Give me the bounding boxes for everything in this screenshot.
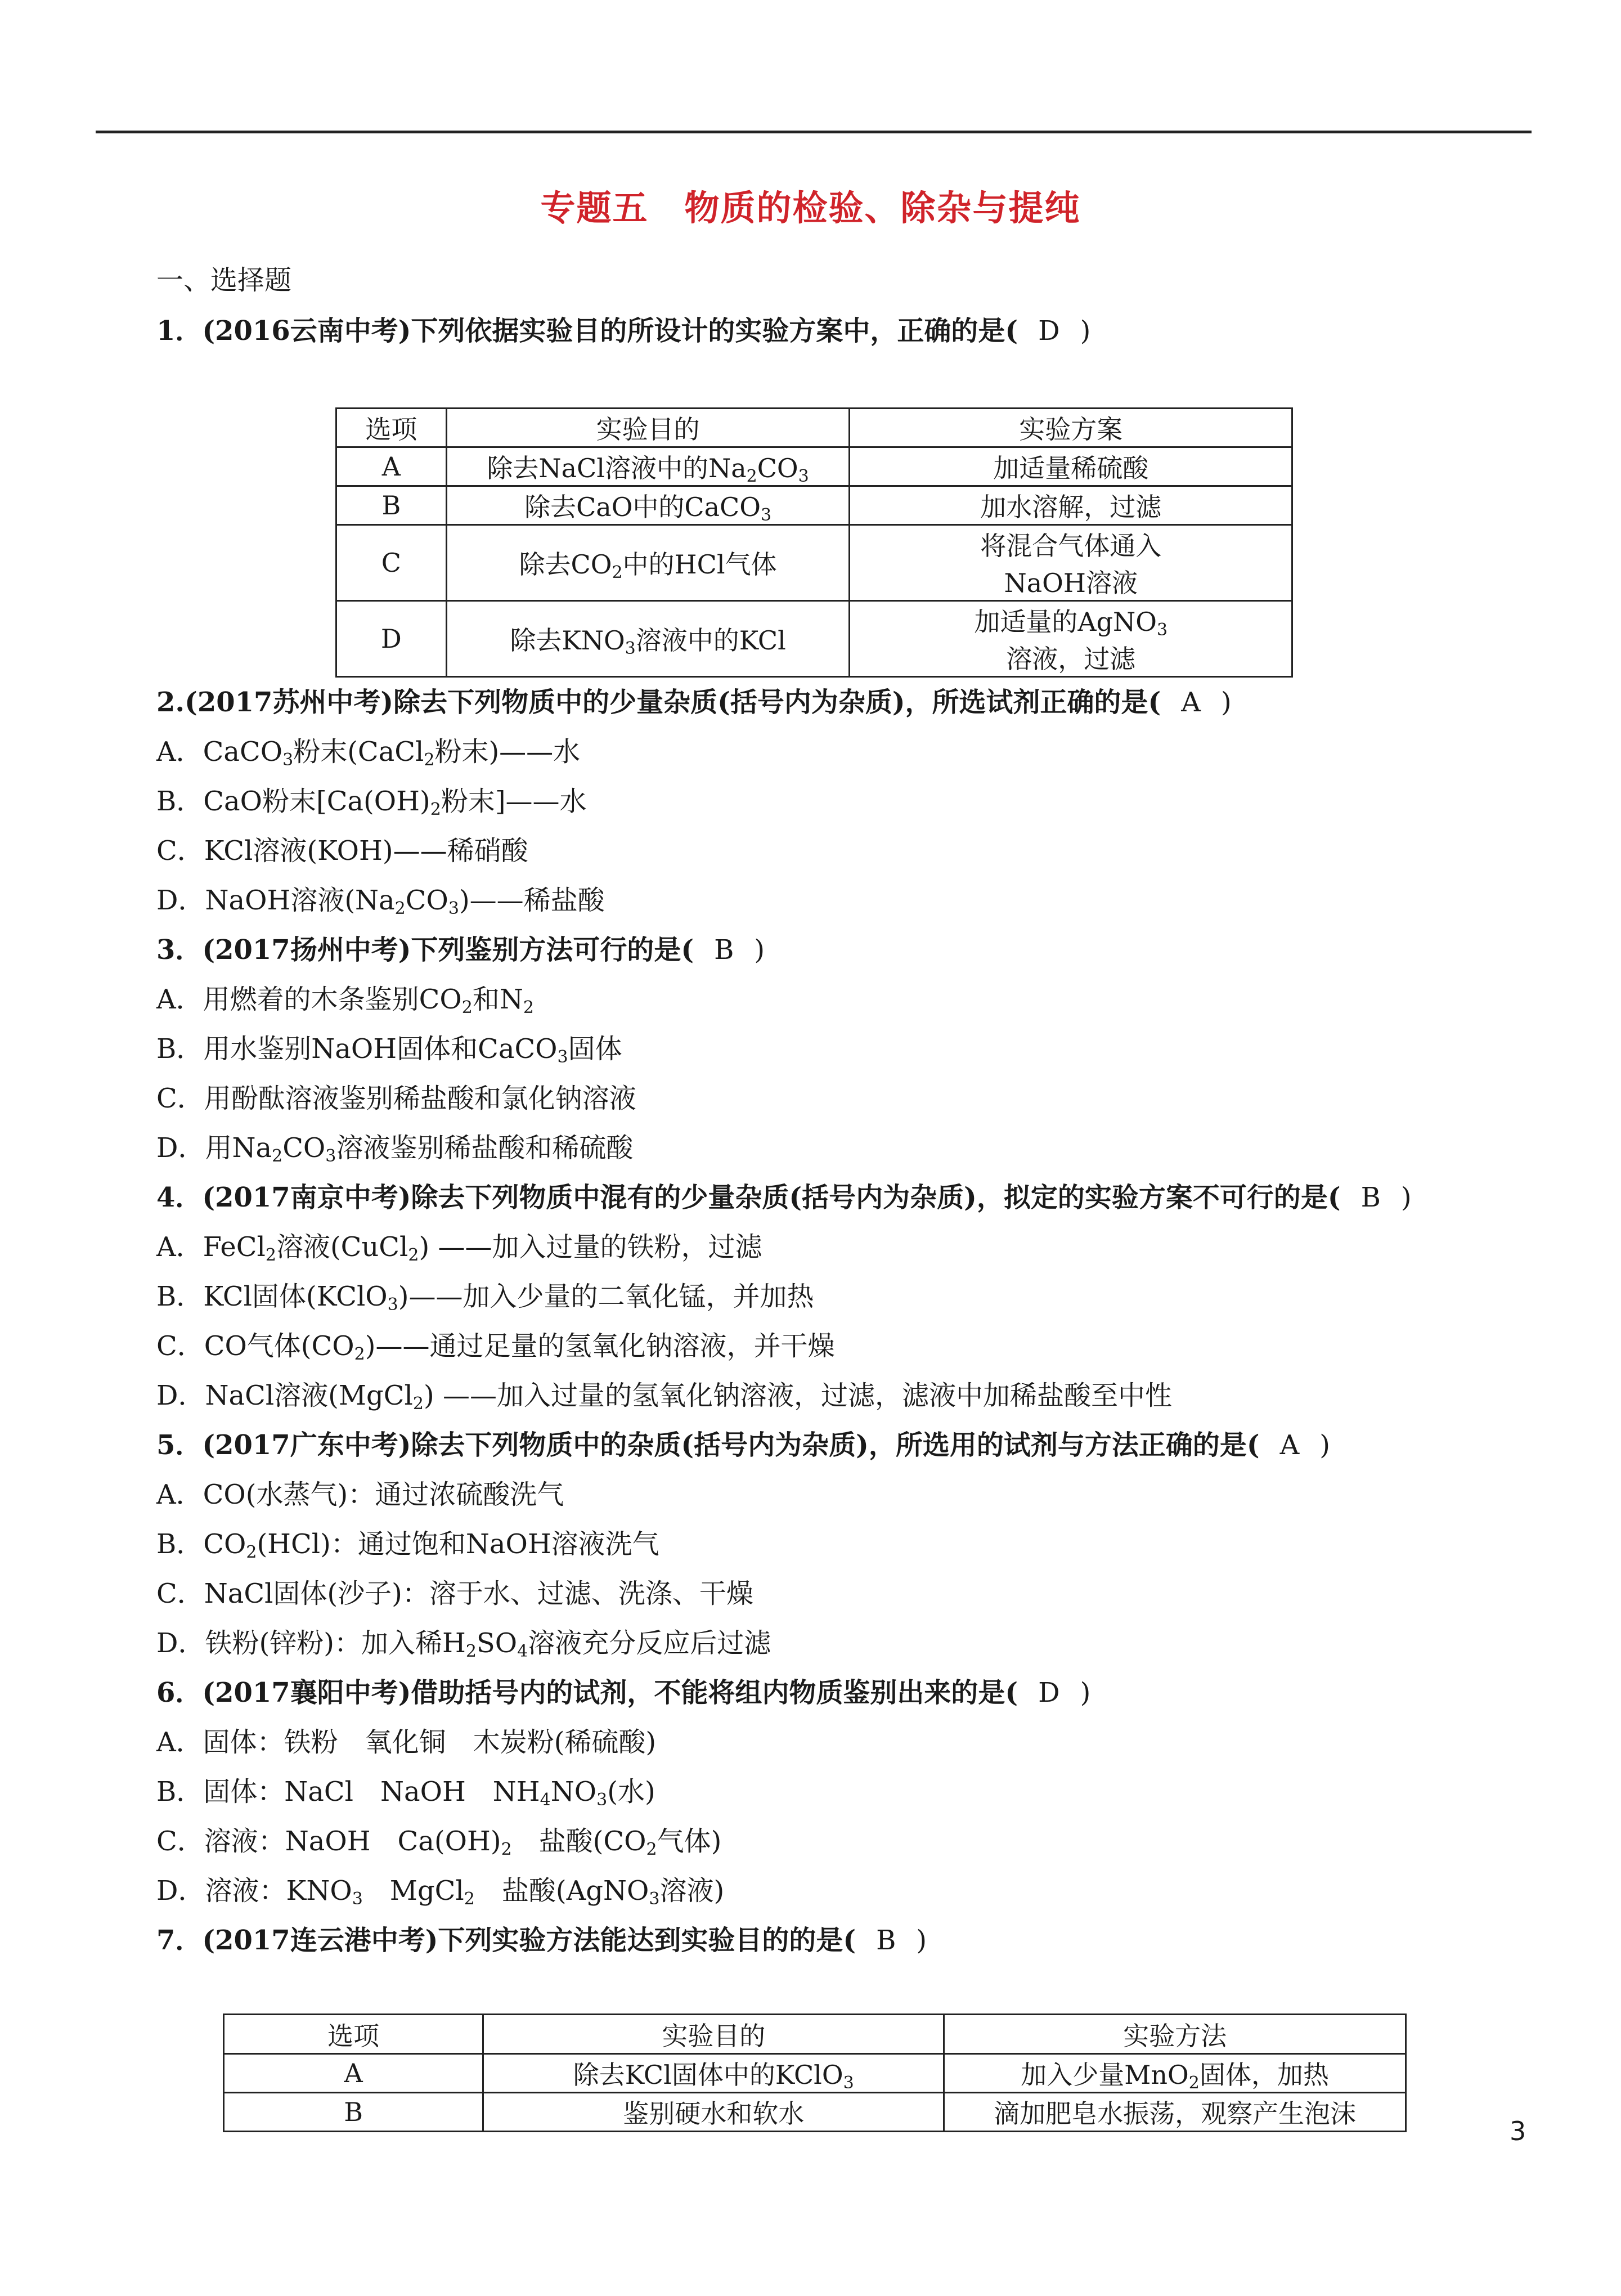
question-1-stem: 1．(2016云南中考)下列依据实验目的所设计的实验方案中，正确的是( D ) bbox=[156, 315, 1091, 347]
section-heading: 一、选择题 bbox=[156, 264, 292, 296]
header-cell: 实验目的 bbox=[483, 2015, 944, 2054]
option-b: B．固体：NaCl NaOH $NH_4NO_3$(水) bbox=[156, 1776, 655, 1810]
option-d: D．NaCl溶液(MgCl$_2$) ——加入过量的氢氧化钠溶液，过滤，滤液中加稀盐酸至中性 bbox=[156, 1380, 1172, 1414]
table-row: A 除去NaCl溶液中的$Na_2CO_3$ 加适量稀硫酸 bbox=[336, 447, 1292, 486]
question-3-answer: B bbox=[714, 934, 734, 966]
option-a: A．FeCl$_2$溶液(CuCl$_2$) ——加入过量的铁粉，过滤 bbox=[156, 1231, 762, 1265]
option-b: B．CaO粉末[$Ca(OH)_2$粉末]——水 bbox=[156, 786, 587, 819]
option-b: B．用水鉴别NaOH固体和CaCO$_3$固体 bbox=[156, 1033, 622, 1067]
table-row: C 除去$CO_2$中的HCl气体 将混合气体通入 NaOH溶液 bbox=[336, 525, 1292, 601]
header-cell: 实验目的 bbox=[446, 409, 850, 447]
header-cell: 选项 bbox=[336, 409, 447, 447]
question-5-stem: 5．(2017广东中考)除去下列物质中的杂质(括号内为杂质)，所选用的试剂与方法正确的是( A ) bbox=[156, 1429, 1330, 1461]
table-header-row bbox=[224, 2015, 1406, 2054]
option-d: D．用$Na_2CO_3$溶液鉴别稀盐酸和稀硫酸 bbox=[156, 1132, 634, 1166]
option-d: D．溶液：$KNO_3$ MgCl$_2$ 盐酸(AgNO$_3$溶液) bbox=[156, 1875, 725, 1909]
question-1-table bbox=[335, 407, 1293, 678]
option-a: A．CaCO$_3$粉末(CaCl$_2$粉末)——水 bbox=[156, 736, 581, 770]
header-rule bbox=[96, 131, 1532, 133]
option-c: C．NaCl固体(沙子)：溶于水、过滤、洗涤、干燥 bbox=[156, 1578, 753, 1609]
question-7-answer: B bbox=[876, 1925, 896, 1956]
option-d: D．NaOH溶液$(Na_2CO_3)——$稀盐酸 bbox=[156, 885, 605, 918]
page-number: 3 bbox=[1510, 2116, 1526, 2146]
option-d: D．铁粉(锌粉)：加入稀$H_2SO_4$溶液充分反应后过滤 bbox=[156, 1627, 771, 1661]
question-1-answer: D bbox=[1038, 315, 1060, 347]
page-title: 专题五 物质的检验、除杂与提纯 bbox=[540, 187, 1081, 228]
question-7-table bbox=[223, 2014, 1407, 2132]
option-a: A．固体：铁粉 氧化铜 木炭粉(稀硫酸) bbox=[156, 1727, 657, 1758]
question-3-stem: 3．(2017扬州中考)下列鉴别方法可行的是( B ) bbox=[156, 934, 765, 966]
option-c: C．CO气体$(CO_2)——$通过足量的氢氧化钠溶液，并干燥 bbox=[156, 1330, 835, 1364]
table-row: D 除去$KNO_3$溶液中的KCl 加适量的AgNO$_3$ 溶液，过滤 bbox=[336, 601, 1292, 677]
table-header-row bbox=[336, 409, 1292, 447]
header-cell: 实验方案 bbox=[850, 409, 1292, 447]
option-b: B．$CO_2(HCl)$：通过饱和NaOH溶液洗气 bbox=[156, 1528, 659, 1562]
option-a: A．用燃着的木条鉴别$CO_2$和$N_2$ bbox=[156, 984, 534, 1017]
question-5-answer: A bbox=[1279, 1429, 1300, 1461]
question-2-stem: 2.(2017苏州中考)除去下列物质中的少量杂质(括号内为杂质)，所选试剂正确的是( A ) bbox=[156, 687, 1232, 718]
option-c: C．用酚酞溶液鉴别稀盐酸和氯化钠溶液 bbox=[156, 1083, 636, 1114]
question-2-answer: A bbox=[1181, 687, 1201, 718]
header-cell: 实验方法 bbox=[944, 2015, 1406, 2054]
table-row: B 鉴别硬水和软水 滴加肥皂水振荡，观察产生泡沫 bbox=[224, 2093, 1406, 2132]
question-6-stem: 6．(2017襄阳中考)借助括号内的试剂，不能将组内物质鉴别出来的是( D ) bbox=[156, 1677, 1091, 1708]
option-b: B．KCl固体(KClO$_3$)——加入少量的二氧化锰，并加热 bbox=[156, 1281, 814, 1315]
question-6-answer: D bbox=[1038, 1677, 1060, 1708]
question-4-answer: B bbox=[1360, 1182, 1381, 1213]
option-c: C．溶液：NaOH $Ca(OH)_2$ 盐酸($CO_2$气体) bbox=[156, 1826, 722, 1859]
question-7-stem: 7．(2017连云港中考)下列实验方法能达到实验目的的是( B ) bbox=[156, 1925, 927, 1956]
header-cell: 选项 bbox=[224, 2015, 483, 2054]
option-c: C．KCl溶液(KOH)——稀硝酸 bbox=[156, 835, 528, 867]
option-a: A．CO(水蒸气)：通过浓硫酸洗气 bbox=[156, 1479, 564, 1510]
table-row: B 除去CaO中的CaCO$_3$ 加水溶解，过滤 bbox=[336, 486, 1292, 525]
table-row: A 除去KCl固体中的KClO$_3$ 加入少量MnO$_2$固体，加热 bbox=[224, 2054, 1406, 2093]
question-4-stem: 4．(2017南京中考)除去下列物质中混有的少量杂质(括号内为杂质)，拟定的实验方案不可行的是( B ) bbox=[156, 1182, 1412, 1213]
